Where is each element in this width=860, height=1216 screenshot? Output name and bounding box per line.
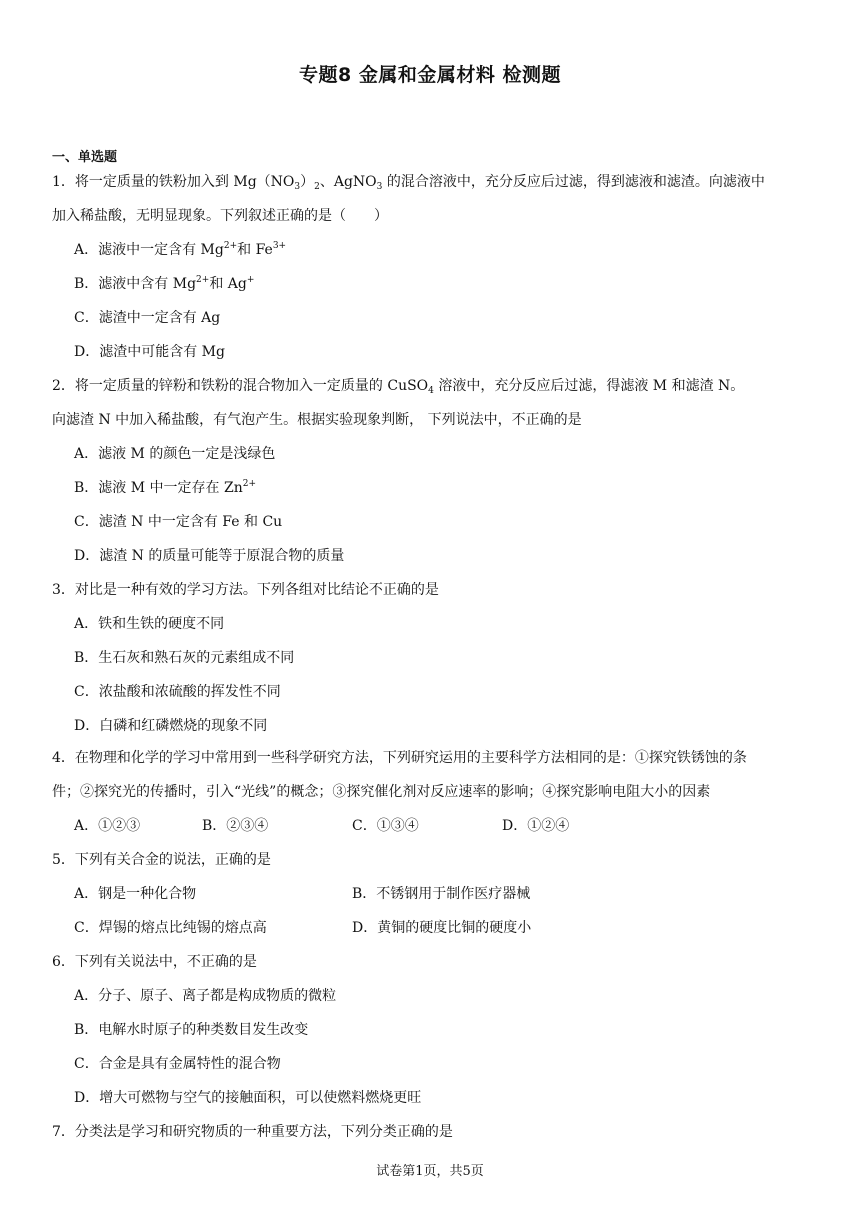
page-footer: 试卷第1页，共5页: [376, 1164, 484, 1179]
question-4-option-c: C．①③④: [352, 818, 419, 834]
question-2-option-c: C．滤渣 N 中一定含有 Fe 和 Cu: [74, 514, 283, 530]
question-5-option-b: B．不锈钢用于制作医疗器械: [352, 886, 531, 902]
question-3-option-c: C．浓盐酸和浓硫酸的挥发性不同: [74, 684, 281, 700]
question-3-option-d: D．白磷和红磷燃烧的现象不同: [74, 718, 268, 734]
question-2-option-b: B．滤液 M 中一定存在 $Zn^{2+}$: [74, 479, 256, 496]
question-6-option-b: B．电解水时原子的种类数目发生改变: [74, 1022, 309, 1038]
question-5-option-d: D．黄铜的硬度比铜的硬度小: [352, 920, 532, 936]
question-6-option-d: D．增大可燃物与空气的接触面积，可以使燃料燃烧更旺: [74, 1090, 422, 1106]
question-5-option-a: A．钢是一种化合物: [74, 886, 197, 902]
question-6-option-c: C．合金是具有金属特性的混合物: [74, 1056, 281, 1072]
question-4-option-d: D．①②④: [502, 818, 570, 834]
question-3-option-b: B．生石灰和熟石灰的元素组成不同: [74, 650, 295, 666]
page-title: 专题8 金属和金属材料 检测题: [299, 64, 561, 86]
question-4-stem-line1: 4．在物理和化学的学习中常用到一些科学研究方法，下列研究运用的主要科学方法相同的是：①探究铁锈蚀的条: [52, 750, 747, 766]
question-2-option-a: A．滤液 M 的颜色一定是浅绿色: [74, 446, 276, 462]
question-4-option-a: A．①②③: [74, 818, 141, 834]
question-5-option-c: C．焊锡的熔点比纯锡的熔点高: [74, 920, 267, 936]
section-heading: 一、单选题: [52, 150, 118, 165]
question-6-option-a: A．分子、原子、离子都是构成物质的微粒: [74, 988, 337, 1004]
question-1-option-c: C．滤渣中一定含有 Ag: [74, 310, 221, 326]
question-2-option-d: D．滤渣 N 的质量可能等于原混合物的质量: [74, 548, 345, 564]
question-1-option-b: B．滤液中含有 $Mg^{2+}$和 Ag+: [74, 275, 255, 292]
question-1-stem-line2: 加入稀盐酸，无明显现象。下列叙述正确的是（ ）: [52, 208, 388, 224]
question-6-stem: 6．下列有关说法中，不正确的是: [52, 954, 257, 970]
question-2-stem-line2: 向滤渣 N 中加入稀盐酸，有气泡产生。根据实验现象判断， 下列说法中，不正确的是: [52, 412, 582, 428]
question-4-stem-line2: 件；②探究光的传播时，引入“光线”的概念；③探究催化剂对反应速率的影响；④探究影响电阻大小的因素: [52, 784, 711, 800]
question-1-option-a: A．滤液中一定含有 $Mg^{2+}$和 $Fe^{3+}$: [74, 241, 287, 258]
question-1-option-d: D．滤渣中可能含有 Mg: [74, 344, 225, 360]
question-7-stem: 7．分类法是学习和研究物质的一种重要方法，下列分类正确的是: [52, 1124, 453, 1140]
question-4-option-b: B．②③④: [202, 818, 269, 834]
question-3-option-a: A．铁和生铁的硬度不同: [74, 616, 225, 632]
question-1-stem-line1: 1．将一定质量的铁粉加入到 $Mg(NO_3)_2$、AgNO$_3$ 的混合溶液中，充分反应后过滤，得到滤液和滤渣。向滤液中: [52, 174, 765, 192]
question-3-stem: 3．对比是一种有效的学习方法。下列各组对比结论不正确的是: [52, 582, 439, 598]
question-5-stem: 5．下列有关合金的说法，正确的是: [52, 852, 271, 868]
question-2-stem-line1: 2．将一定质量的锌粉和铁粉的混合物加入一定质量的 CuSO$_4$ 溶液中，充分反应后过滤，得滤液 M 和滤渣 N。: [52, 378, 745, 396]
